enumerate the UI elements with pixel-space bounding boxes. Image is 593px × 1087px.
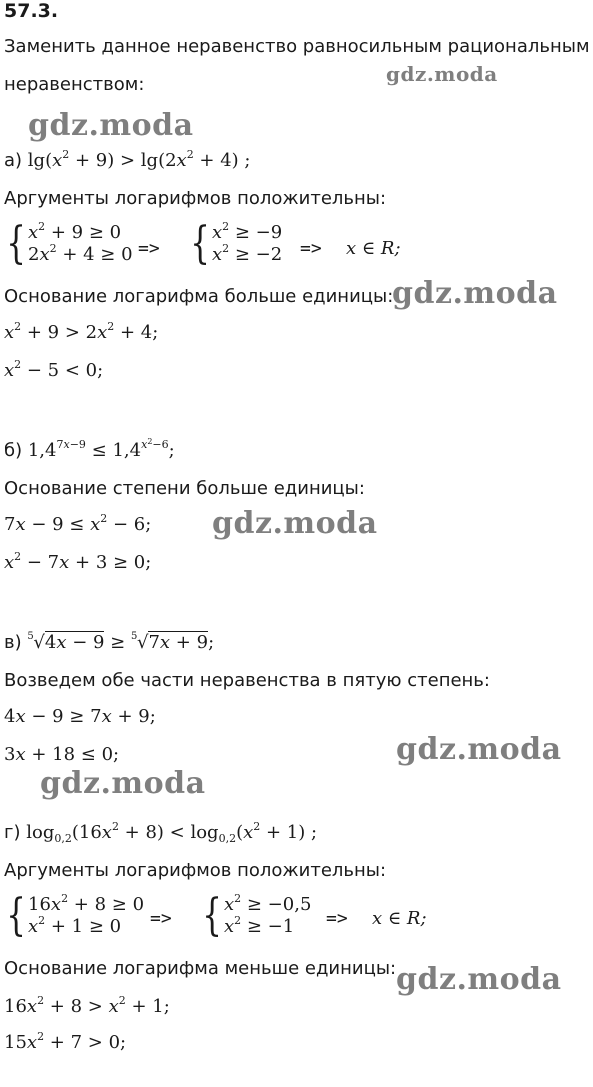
part-c-power-heading: Возведем обе части неравенства в пятую степень: (4, 670, 490, 691)
part-a-system-2: { $x^2 \ge -9$ $x^2 \ge -2$ (190, 218, 283, 269)
task-line-1: Заменить данное неравенство равносильным рациональным (4, 36, 590, 57)
part-c-label: в) (4, 632, 22, 653)
part-d-inequality: г) $\log_{0,2}(16x^2 + 8) < \log_{0,2}(x^2 + 1)$ ; (4, 820, 318, 845)
part-d-condition-heading: Аргументы логарифмов положительны: (4, 860, 387, 881)
implies-arrow: => (138, 238, 160, 259)
part-b-result: $x^2 - 7x + 3 \ge 0$; (4, 550, 152, 573)
problem-number: 57.3. (4, 0, 59, 22)
task-line-2: неравенством: (4, 74, 145, 95)
watermark: gdz.moda (396, 962, 562, 997)
part-a-label: а) (4, 150, 23, 171)
implies-arrow: => (150, 908, 172, 929)
watermark: gdz.moda (392, 276, 558, 311)
part-a-result: $x^2 - 5 < 0$; (4, 358, 104, 381)
part-b-base-heading: Основание степени больше единицы: (4, 478, 365, 499)
watermark: gdz.moda (396, 732, 562, 767)
part-d-conclusion: x ∈ R; (372, 908, 427, 929)
implies-arrow: => (300, 238, 322, 259)
part-d-system-1: { $16x^2 + 8 \ge 0$ $x^2 + 1 \ge 0$ (6, 890, 145, 941)
part-a-conclusion: x ∈ R; (346, 238, 401, 259)
part-a-system-1: { $x^2 + 9 \ge 0$ $2x^2 + 4 \ge 0$ (6, 218, 133, 269)
part-c-step-1: 4x − 9 ≥ 7x + 9; (4, 706, 156, 727)
part-b-step-1: $7x - 9 \le x^2 - 6$; (4, 512, 152, 535)
part-a-inequality: а) $\lg(x^2 + 9) > \lg(2x^2 + 4)$ ; (4, 148, 251, 171)
part-a-condition-heading: Аргументы логарифмов положительны: (4, 188, 387, 209)
part-a-base-heading: Основание логарифма больше единицы: (4, 286, 394, 307)
part-d-label: г) (4, 822, 21, 843)
watermark: gdz.moda (386, 62, 498, 86)
watermark: gdz.moda (28, 108, 194, 143)
watermark: gdz.moda (212, 506, 378, 541)
part-b-inequality: б) $1,4^{7x-9} \le 1,4^{x^2-6}$; (4, 437, 175, 461)
watermark: gdz.moda (40, 766, 206, 801)
part-c-inequality: в) 5 √4x − 9 ≥ 5 √7x + 9; (4, 631, 215, 653)
implies-arrow: => (326, 908, 348, 929)
part-b-label: б) (4, 440, 23, 461)
part-d-system-2: { $x^2 \ge -0,5$ $x^2 \ge -1$ (202, 890, 312, 941)
part-d-step-1: $16x^2 + 8 > x^2 + 1$; (4, 994, 170, 1017)
part-a-step-1: $x^2 + 9 > 2x^2 + 4$; (4, 320, 159, 343)
part-d-base-heading: Основание логарифма меньше единицы: (4, 958, 397, 979)
part-d-result: $15x^2 + 7 > 0$; (4, 1030, 127, 1053)
part-c-result: 3x + 18 ≤ 0; (4, 744, 120, 765)
